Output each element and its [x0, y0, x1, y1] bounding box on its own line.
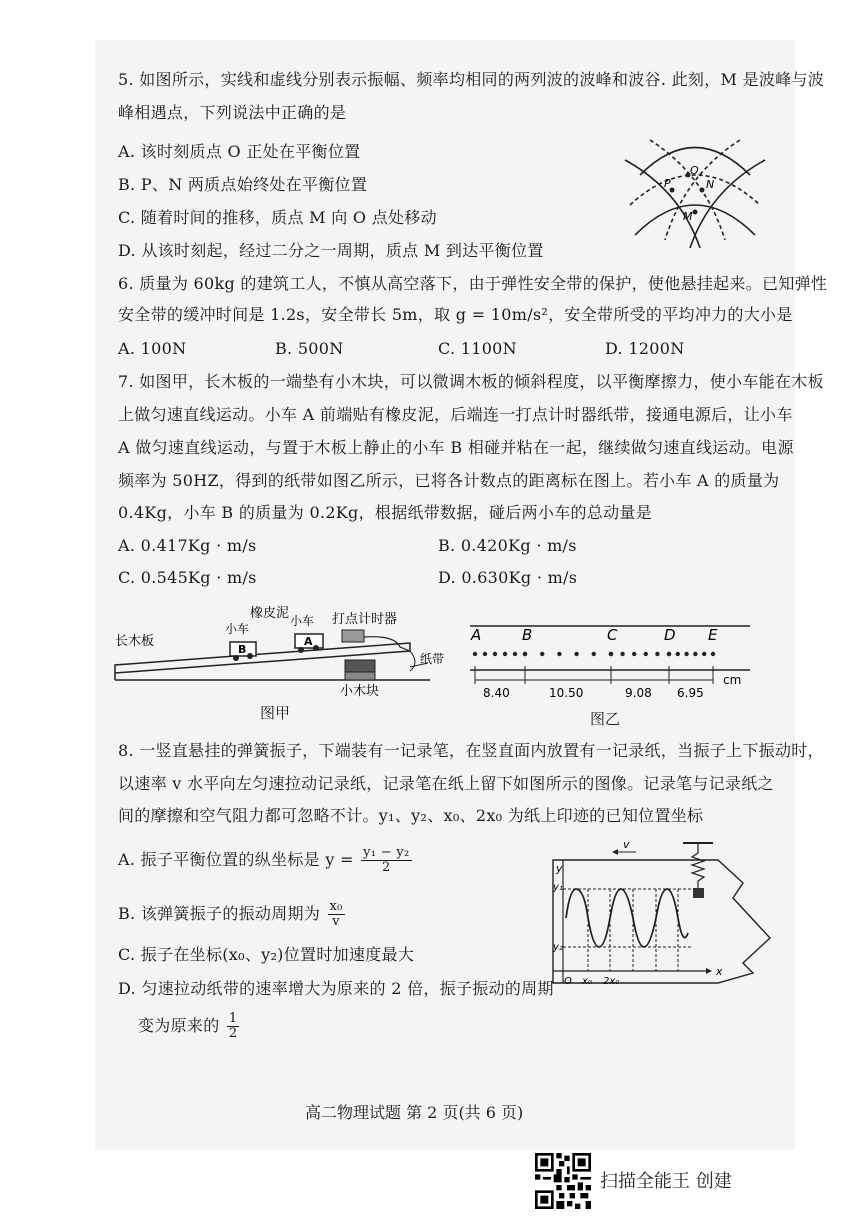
point-m-label: M	[683, 210, 693, 223]
q6-option-d: D. 1200N	[605, 339, 685, 358]
tape-dot	[473, 652, 477, 656]
tape-dot	[574, 652, 578, 656]
x-axis-label: x	[716, 965, 723, 978]
q5-option-c: C. 随着时间的推移，质点 M 向 O 点处移动	[118, 208, 437, 227]
q6-stem-line2: 安全带的缓冲时间是 1.2s，安全带长 5m，取 g = 10m/s²，安全带所受的平均冲力的大小是	[118, 305, 793, 324]
tape-dot	[523, 652, 527, 656]
q7-option-b: B. 0.420Kg · m/s	[438, 536, 577, 555]
tape-dot	[620, 652, 624, 656]
tape-dot	[483, 652, 487, 656]
figure-jia-caption: 图甲	[260, 704, 291, 722]
q7-option-d: D. 0.630Kg · m/s	[438, 568, 578, 587]
tape-dot	[693, 652, 697, 656]
tape-dot	[684, 652, 688, 656]
q6-option-a: A. 100N	[118, 339, 187, 358]
point-p-label: P	[664, 177, 671, 190]
point-n-label: N	[706, 178, 715, 191]
q8-option-b: B. 该弹簧振子的振动周期为 $\frac{\text{x₀}}{v}$	[118, 899, 343, 929]
board-label: 长木板	[115, 634, 155, 649]
q5-option-d: D. 从该时刻起，经过二分之一周期，质点 M 到达平衡位置	[118, 241, 544, 260]
tape-dot	[644, 652, 648, 656]
distance-cd: 9.08	[625, 686, 652, 700]
figure-yi-paper-tape	[465, 618, 755, 703]
y2-label: y₂	[553, 942, 563, 953]
q6-stem-line1: 6. 质量为 60kg 的建筑工人，不慎从高空落下，由于弹性安全带的保护，使他悬挂起来。已知弹性	[118, 274, 828, 293]
q8-option-d-line1: D. 匀速拉动纸带的速率增大为原来的 2 倍，振子振动的周期	[118, 979, 554, 998]
distance-bc: 10.50	[549, 686, 584, 700]
q5-stem-line2: 峰相遇点，下列说法中正确的是	[118, 103, 347, 122]
q6-option-b: B. 500N	[275, 339, 344, 358]
point-o-label: O	[690, 164, 699, 177]
spring-oscillator-trace-figure	[548, 838, 773, 988]
q7-stem-line4: 频率为 50HZ，得到的纸带如图乙所示，已将各计数点的距离标在图上。若小车 A 的质量为	[118, 471, 780, 490]
q5-option-b: B. P、N 两质点始终处在平衡位置	[118, 175, 368, 194]
fraction-x0-over-v: $\frac{\text{x₀}}{v}$	[329, 899, 343, 929]
wave-interference-figure	[620, 130, 770, 250]
figure-yi-caption: 图乙	[590, 710, 621, 728]
q7-option-a: A. 0.417Kg · m/s	[118, 536, 257, 555]
tape-dot	[493, 652, 497, 656]
cart-a-letter: A	[304, 635, 313, 648]
fraction-one-half: $\frac{1}{2}$	[228, 1011, 238, 1041]
tape-dot	[592, 652, 596, 656]
tape-dot	[609, 652, 613, 656]
q5-stem-line1: 5. 如图所示，实线和虚线分别表示振幅、频率均相同的两列波的波峰和波谷. 此刻，M 是波峰与波	[118, 70, 825, 89]
tape-dot	[557, 652, 561, 656]
q6-option-c: C. 1100N	[438, 339, 517, 358]
distance-ab: 8.40	[483, 686, 510, 700]
q7-stem-line2: 上做匀速直线运动。小车 A 前端贴有橡皮泥，后端连一打点计时器纸带，接通电源后，让小车	[118, 405, 793, 424]
cart-b-letter: B	[238, 643, 247, 656]
q8-option-c: C. 振子在坐标(x₀、y₂)位置时加速度最大	[118, 945, 415, 964]
q8-stem-line3: 间的摩擦和空气阻力都可忽略不计。y₁、y₂、x₀、2x₀ 为纸上印迹的已知位置坐标	[118, 806, 704, 825]
tape-dot	[513, 652, 517, 656]
x0-label: x₀	[582, 976, 592, 987]
cart-b-label: 小车	[225, 622, 250, 636]
tape-dot	[702, 652, 706, 656]
page-footer: 高二物理试题 第 2 页(共 6 页)	[305, 1103, 524, 1122]
origin-label: O	[564, 976, 572, 987]
q8-stem-line2: 以速率 v 水平向左匀速拉动记录纸，记录笔在纸上留下如图所示的图像。记录笔与记录纸之	[118, 774, 774, 793]
point-e-label: E	[708, 626, 718, 644]
q5-option-a: A. 该时刻质点 O 正处在平衡位置	[118, 142, 361, 161]
point-a-label: A	[471, 626, 482, 644]
tape-dot	[632, 652, 636, 656]
tape-dot	[655, 652, 659, 656]
2x0-label: 2x₀	[603, 976, 620, 987]
point-d-label: D	[664, 626, 676, 644]
q7-stem-line5: 0.4Kg，小车 B 的质量为 0.2Kg，根据纸带数据，碰后两小车的总动量是	[118, 503, 652, 522]
cart-a-label: 小车	[290, 614, 315, 628]
point-b-label: B	[522, 626, 533, 644]
tape-dot	[676, 652, 680, 656]
q7-stem-line1: 7. 如图甲，长木板的一端垫有小木块，可以微调木板的倾斜程度，以平衡摩擦力，使小车能在木板	[118, 372, 824, 391]
block-label: 小木块	[340, 684, 380, 699]
distance-de: 6.95	[677, 686, 704, 700]
scanner-brand-label: 扫描全能王 创建	[600, 1171, 732, 1192]
y-axis-label: y	[556, 862, 563, 875]
tape-dot	[503, 652, 507, 656]
fraction-y1-minus-y2-over-2: $\frac{\text{y₁ − y₂}}{2}$	[363, 845, 410, 875]
figure-jia-cart-setup	[110, 605, 445, 715]
y1-label: y₁	[553, 882, 563, 893]
q8-option-a: A. 振子平衡位置的纵坐标是 y = $\frac{\text{y₁ − y₂}}{2}$	[118, 845, 410, 875]
tape-label: 纸带	[420, 652, 445, 666]
timer-label: 打点计时器	[332, 612, 398, 627]
unit-label: cm	[723, 673, 742, 687]
tape-dot	[667, 652, 671, 656]
q8-stem-line1: 8. 一竖直悬挂的弹簧振子，下端装有一记录笔，在竖直面内放置有一记录纸，当振子上下振动时，	[118, 741, 824, 760]
qr-code-icon	[535, 1153, 591, 1209]
q7-option-c: C. 0.545Kg · m/s	[118, 568, 257, 587]
point-c-label: C	[607, 626, 618, 644]
q8-option-d-line2: 变为原来的 $\frac{1}{2}$	[138, 1011, 238, 1041]
tape-dot	[711, 652, 715, 656]
velocity-label: v	[623, 838, 630, 851]
plasticine-label: 橡皮泥	[250, 606, 290, 621]
q7-stem-line3: A 做匀速直线运动，与置于木板上静止的小车 B 相碰并粘在一起，继续做匀速直线运动。电源	[118, 438, 794, 457]
tape-dot	[540, 652, 544, 656]
